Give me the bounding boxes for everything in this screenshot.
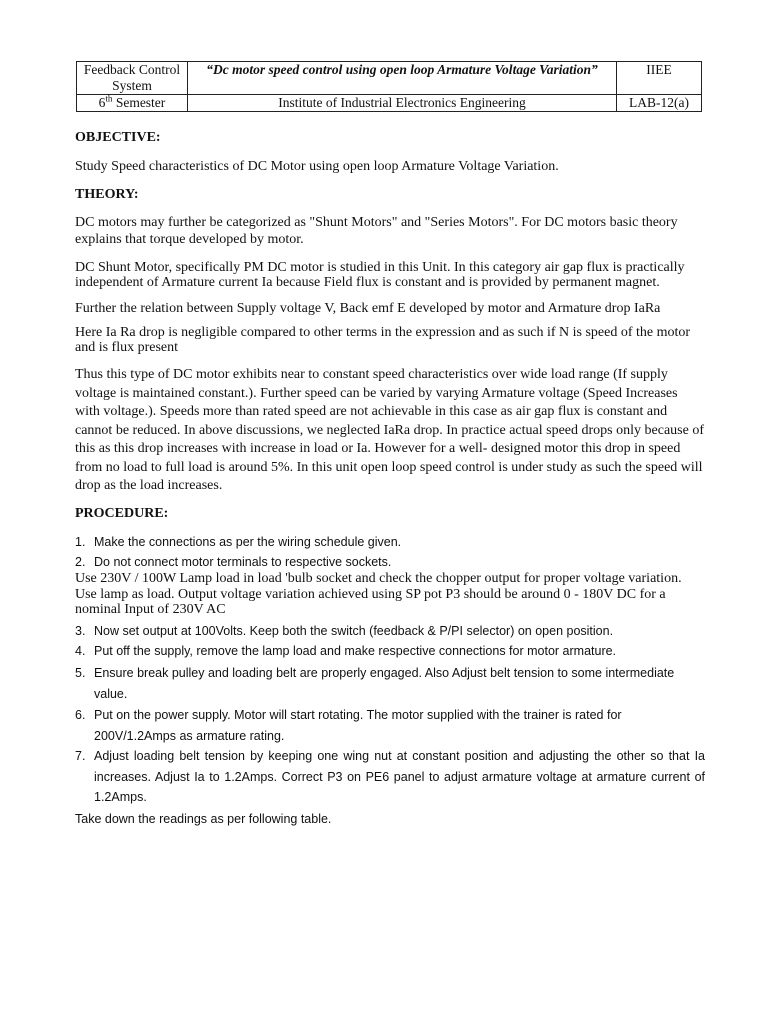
step-text: Put off the supply, remove the lamp load and make respective connections for motor armature. [94, 644, 617, 658]
step-number: 1. [75, 535, 86, 549]
objective-text: Study Speed characteristics of DC Motor using open loop Armature Voltage Variation. [75, 159, 559, 174]
step-text: Adjust loading belt tension by keeping one wing nut at constant position and adjusting the other so that Ia increases. Adjust Ia to 1.2Amps. Correct P3 on PE6 panel to adjust armature voltage at armature current of 1.2Amps. [94, 749, 705, 804]
procedure-footer: Take down the readings as per following table. [75, 812, 332, 826]
step-text: Ensure break pulley and loading belt are properly engaged. Also Adjust belt tension to some intermediate value. [94, 666, 675, 701]
header-table [76, 61, 702, 112]
step-number: 2. [75, 555, 86, 569]
semester-cell [77, 95, 188, 112]
institute-cell: Institute of Industrial Electronics Engineering [188, 95, 617, 112]
procedure-step [75, 553, 705, 571]
procedure-step [75, 705, 705, 746]
theory-paragraph-1: DC motors may further be categorized as "Shunt Motors" and "Series Motors". For DC motors basic theory explains that torque developed by motor. [75, 215, 678, 247]
theory-paragraph-4: Here Ia Ra drop is negligible compared to other terms in the expression and as such if N is speed of the motor and is flux present [75, 325, 691, 355]
procedure-step [75, 642, 705, 660]
theory-paragraph-2: DC Shunt Motor, specifically PM DC motor is studied in this Unit. In this category air gap flux is practically independent of Armature current Ia because Field flux is constant and is provided by permanent magnet. [75, 260, 685, 290]
step-number: 7. [75, 749, 86, 763]
procedure-step [75, 746, 705, 808]
step-text: Make the connections as per the wiring schedule given. [94, 535, 402, 549]
step-number: 5. [75, 666, 86, 680]
lab-title-cell: “Dc motor speed control using open loop Armature Voltage Variation” [188, 62, 617, 95]
header-row-2 [77, 95, 702, 112]
step-number: 4. [75, 644, 86, 658]
semester-suffix: th [105, 93, 113, 104]
procedure-step [75, 663, 705, 704]
semester-word: Semester [112, 95, 166, 110]
step-text: Do not connect motor terminals to respective sockets. [94, 555, 392, 569]
procedure-step [75, 622, 705, 640]
theory-paragraph-3: Further the relation between Supply voltage V, Back emf E developed by motor and Armature drop IaRa [75, 301, 661, 316]
procedure-heading: PROCEDURE: [75, 506, 169, 521]
procedure-step [75, 533, 705, 551]
objective-heading: OBJECTIVE: [75, 130, 161, 145]
semester-number: 6 [98, 95, 106, 110]
theory-heading: THEORY: [75, 187, 139, 202]
step-number: 6. [75, 708, 86, 722]
course-cell: Feedback Control System [77, 62, 188, 95]
step-text: Now set output at 100Volts. Keep both the switch (feedback & P/PI selector) on open position. [94, 624, 614, 638]
lab-number-cell: LAB-12(a) [617, 95, 702, 112]
theory-paragraph-5: Thus this type of DC motor exhibits near to constant speed characteristics over wide load range (If supply voltage is maintained constant.). Further speed can be varied by varying Armature voltage (Speed Increases with voltage.). Speeds more than rated speed are not achievable in this case as air gap flux is constant and cannot be reduced. In above discussions, we neglected IaRa drop. In practice actual speed drops only because of this as this drop increases with increase in load or Ia. However for a well- designed motor this drop in speed from no load to full load is around 5%. In this unit open loop speed control is under study as such the speed will drop as the load increases. [75, 367, 704, 493]
header-row-1 [77, 62, 702, 95]
step-text: Put on the power supply. Motor will start rotating. The motor supplied with the trainer is rated for 200V/1.2Amps as armature rating. [94, 708, 622, 743]
dept-cell: IIEE [617, 62, 702, 95]
step-number: 3. [75, 624, 86, 638]
procedure-note: Use 230V / 100W Lamp load in load 'bulb socket and check the chopper output for proper voltage variation. Use lamp as load. Output voltage variation achieved using SP pot P3 should be around 0 - 180V DC for a nominal Input of 230V AC [75, 571, 682, 617]
